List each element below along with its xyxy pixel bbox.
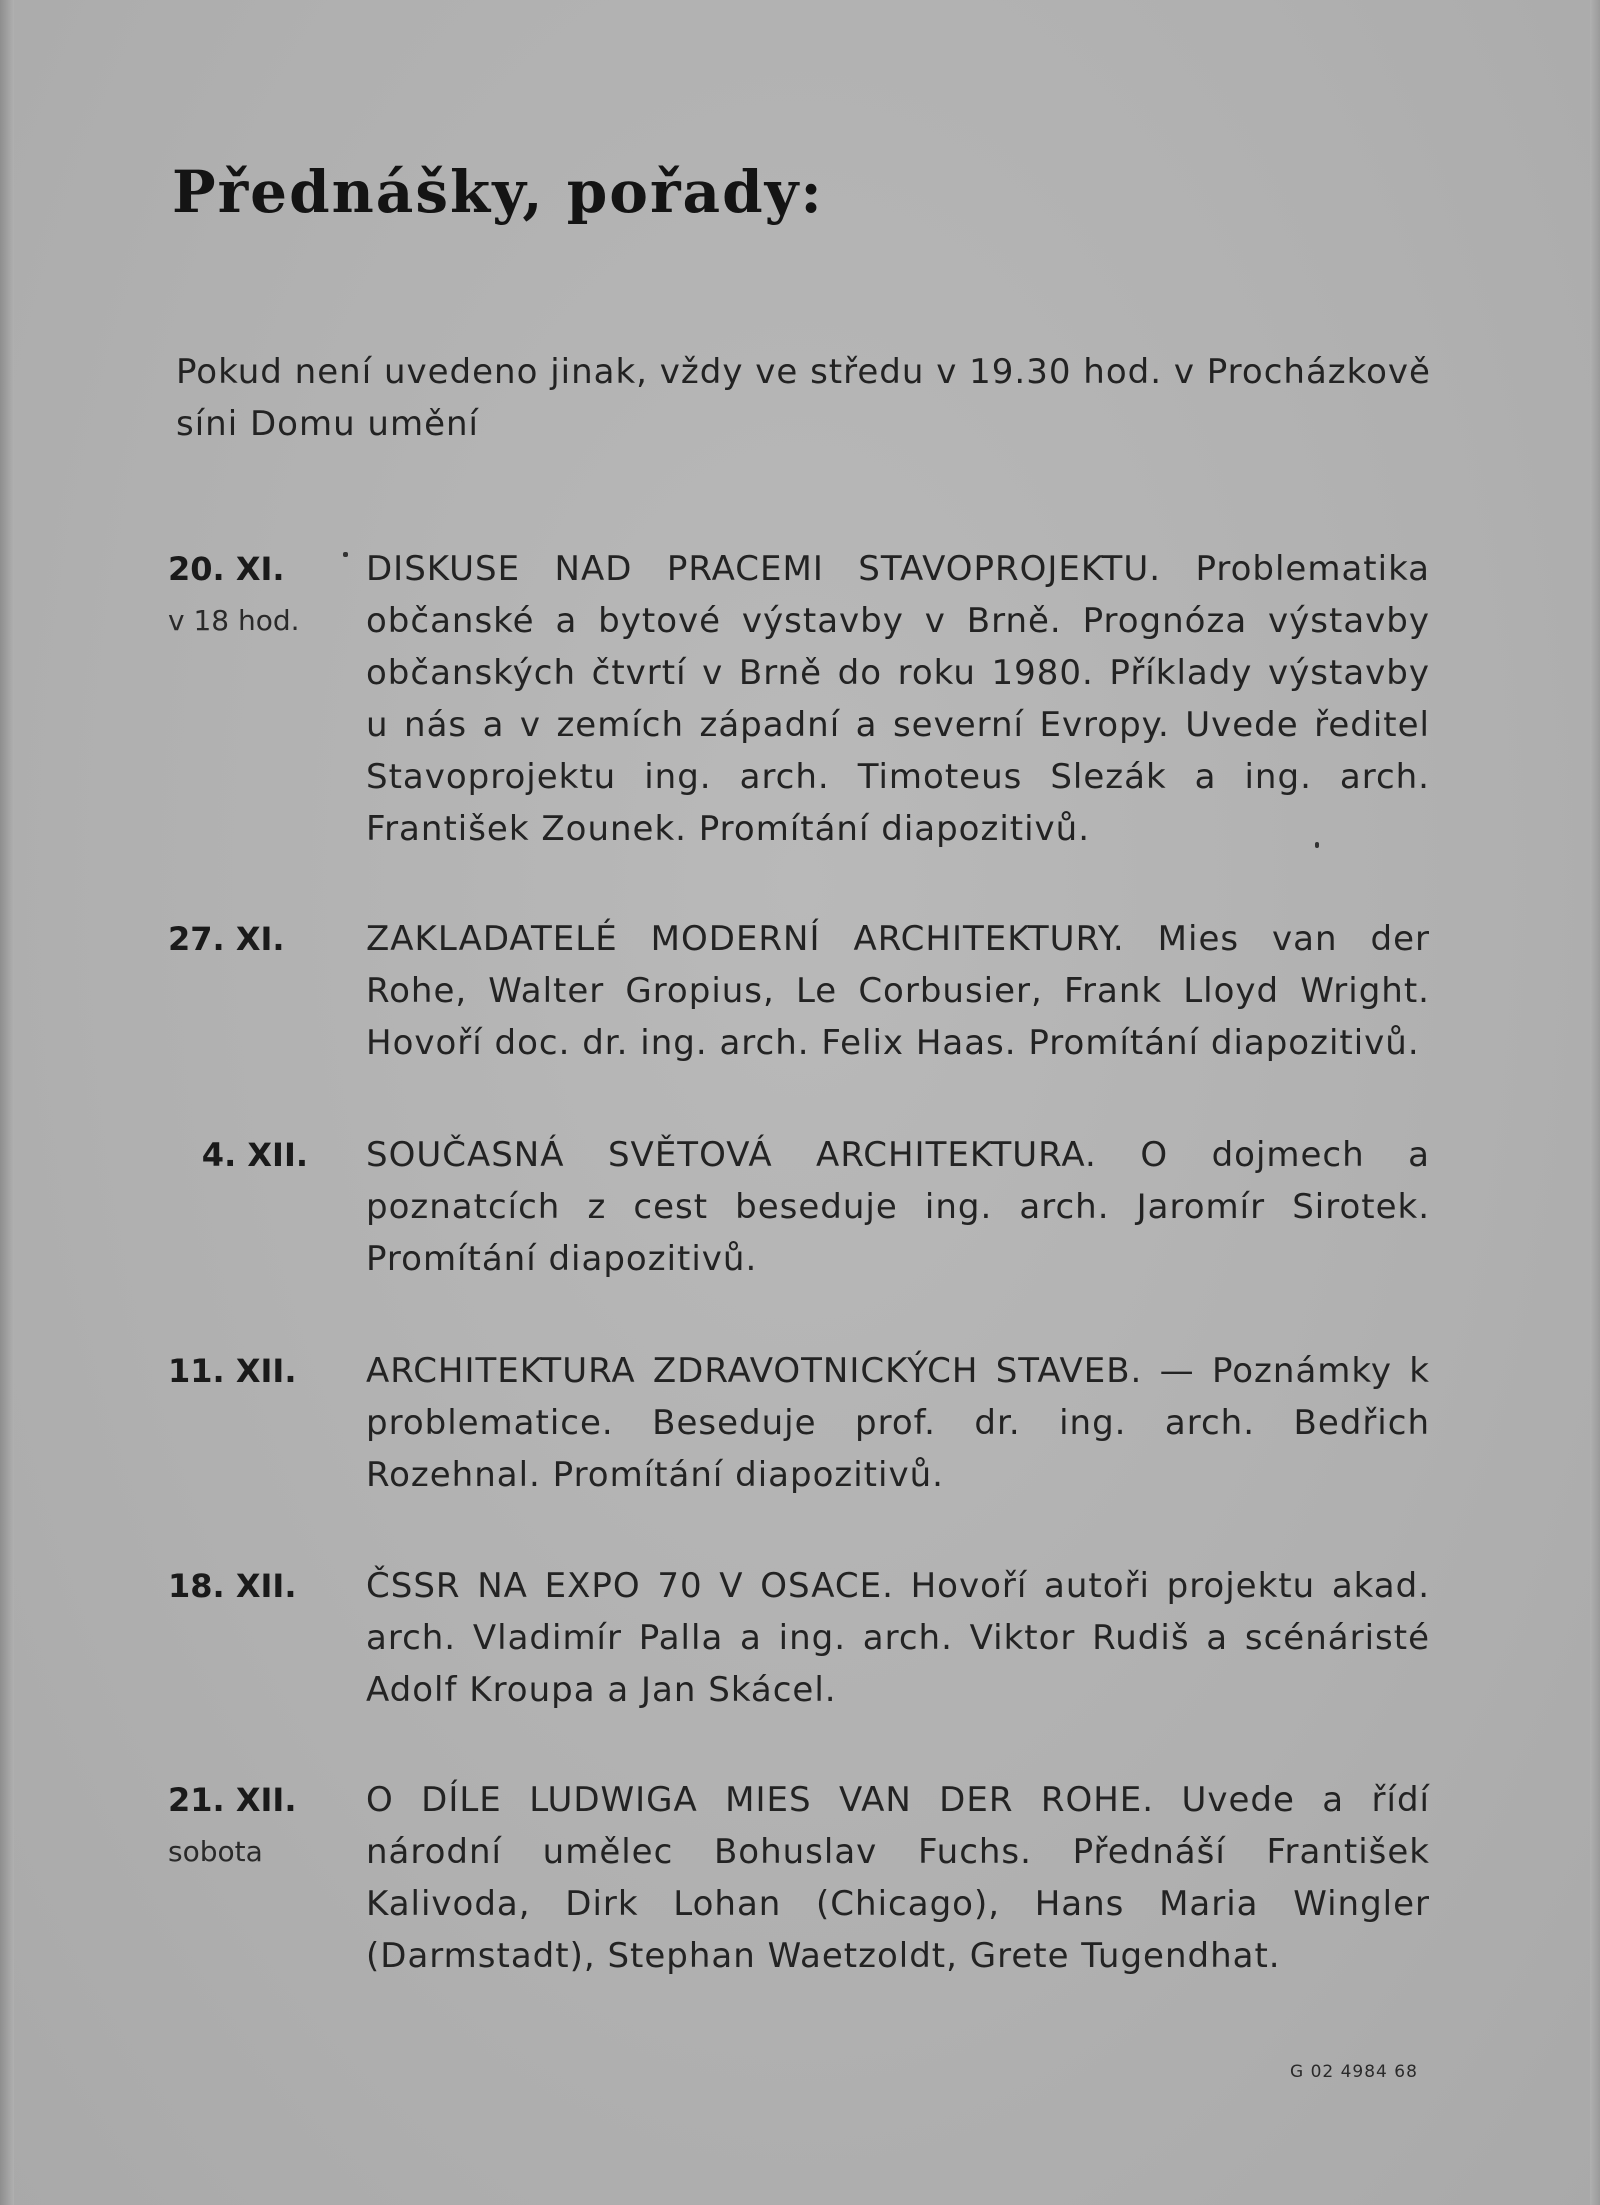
event-description: ZAKLADATELÉ MODERNÍ ARCHITEKTURY. Mies van der Rohe, Walter Gropius, Le Corbusier, Frank Lloyd Wright. Hovoří doc. dr. ing. arch. Felix Haas. Promítání diapozitivů.	[366, 919, 1430, 1063]
ink-speck	[1315, 842, 1319, 848]
event-description: SOUČASNÁ SVĚTOVÁ ARCHITEKTURA. O dojmech a poznatcích z cest beseduje ing. arch. Jaromír Sirotek. Promítání diapozitivů.	[366, 1135, 1430, 1279]
event-date-column	[168, 913, 348, 965]
ink-speck	[343, 552, 348, 557]
event-date-column	[168, 543, 348, 647]
event-date: 21. XII.	[168, 1781, 297, 1819]
event-date-column	[168, 1560, 348, 1612]
event-description: ARCHITEKTURA ZDRAVOTNICKÝCH STAVEB. — Poznámky k problematice. Beseduje prof. dr. ing. arch. Bedřich Rozehnal. Promítání diapozitivů.	[366, 1351, 1430, 1495]
event-date-column	[168, 1129, 348, 1181]
event-time: v 18 hod.	[168, 604, 300, 637]
event-weekday: sobota	[168, 1835, 263, 1868]
event-description: DISKUSE NAD PRACEMI STAVOPROJEKTU. Problematika občanské a bytové výstavby v Brně. Prognóza výstavby občanských čtvrtí v Brně do roku 1980. Příklady výstavby u nás a v zemích západní a severní Evropy. Uvede ředitel Stavoprojektu ing. arch. Timoteus Slezák a ing. arch. František Zounek. Promítání diapozitivů.	[366, 549, 1430, 849]
page-edge-right	[1590, 0, 1600, 2205]
event-date: 27. XI.	[168, 920, 285, 958]
event-description: O DÍLE LUDWIGA MIES VAN DER ROHE. Uvede a řídí národní umělec Bohuslav Fuchs. Přednáší František Kalivoda, Dirk Lohan (Chicago), Hans Maria Wingler (Darmstadt), Stephan Waetzoldt, Grete Tugendhat.	[366, 1780, 1430, 1976]
page-title: Přednášky, pořady:	[172, 158, 824, 226]
event-date: 4. XII.	[201, 1136, 308, 1174]
event-date: 18. XII.	[168, 1567, 297, 1605]
intro-text: Pokud není uvedeno jinak, vždy ve středu v 19.30 hod. v Procházkově síni Domu umění	[176, 352, 1431, 444]
print-code: G 02 4984 68	[1290, 2062, 1418, 2082]
event-description: ČSSR NA EXPO 70 V OSACE. Hovoří autoři projektu akad. arch. Vladimír Palla a ing. arch. Viktor Rudiš a scénáristé Adolf Kroupa a Jan Skácel.	[366, 1566, 1430, 1710]
page-edge-left	[0, 0, 14, 2205]
event-date-column	[168, 1345, 348, 1397]
event-date: 20. XI.	[168, 550, 285, 588]
event-date-column	[168, 1774, 348, 1878]
event-date: 11. XII.	[168, 1352, 297, 1390]
